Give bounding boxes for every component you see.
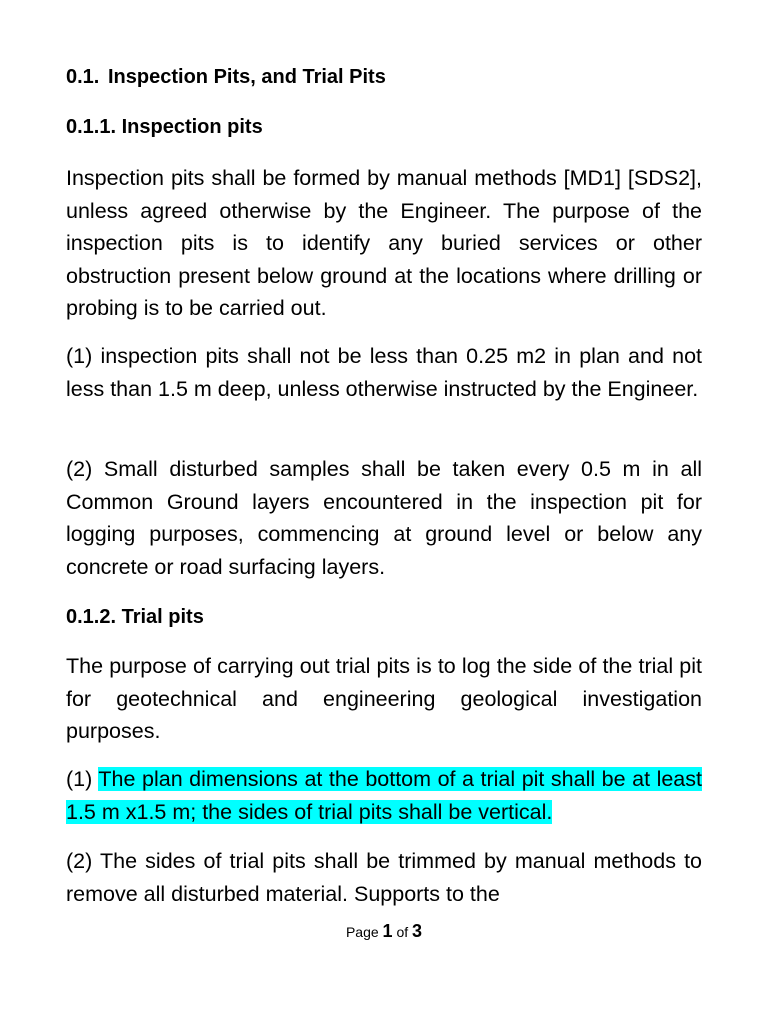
inspection-pits-item-1: (1) inspection pits shall not be less than 0.25 m2 in plan and not less than 1.5 m deep, unless otherwise instructed by the Engineer. xyxy=(66,344,702,401)
page-footer xyxy=(0,920,768,943)
section-heading xyxy=(66,64,386,90)
of-word: of xyxy=(396,924,409,940)
trial-pits-item-1 xyxy=(66,763,702,828)
item-prefix: (1) xyxy=(66,767,99,791)
highlighted-text: The plan dimensions at the bottom of a trial pit shall be at least 1.5 m x1.5 m; the sides of trial pits shall be vertical. xyxy=(66,767,702,824)
total-pages-number: 3 xyxy=(412,921,423,941)
inspection-pits-item-2: (2) Small disturbed samples shall be taken every 0.5 m in all Common Ground layers encountered in the inspection pit for logging purposes, commencing at ground level or below any concrete or road surfacing layers. xyxy=(66,457,702,579)
trial-pits-item-2: (2) The sides of trial pits shall be trimmed by manual methods to remove all disturbed material. Supports to the xyxy=(66,849,702,906)
section-title: Inspection Pits, and Trial Pits xyxy=(108,66,386,88)
current-page-number: 1 xyxy=(382,921,393,941)
subsection-heading-trial-pits: 0.1.2. Trial pits xyxy=(66,606,204,628)
trial-pits-paragraph: The purpose of carrying out trial pits is to log the side of the trial pit for geotechnical and engineering geological investigation purposes. xyxy=(66,654,702,743)
subsection-heading-inspection-pits: 0.1.1. Inspection pits xyxy=(66,116,263,138)
inspection-pits-paragraph: Inspection pits shall be formed by manual methods [MD1] [SDS2], unless agreed otherwise by the Engineer. The purpose of the inspection pits is to identify any buried services or other obstruction present below ground at the locations where drilling or probing is to be carried out. xyxy=(66,166,702,320)
page-word: Page xyxy=(345,924,379,940)
document-page xyxy=(66,0,702,1024)
section-number: 0.1. xyxy=(66,66,100,88)
